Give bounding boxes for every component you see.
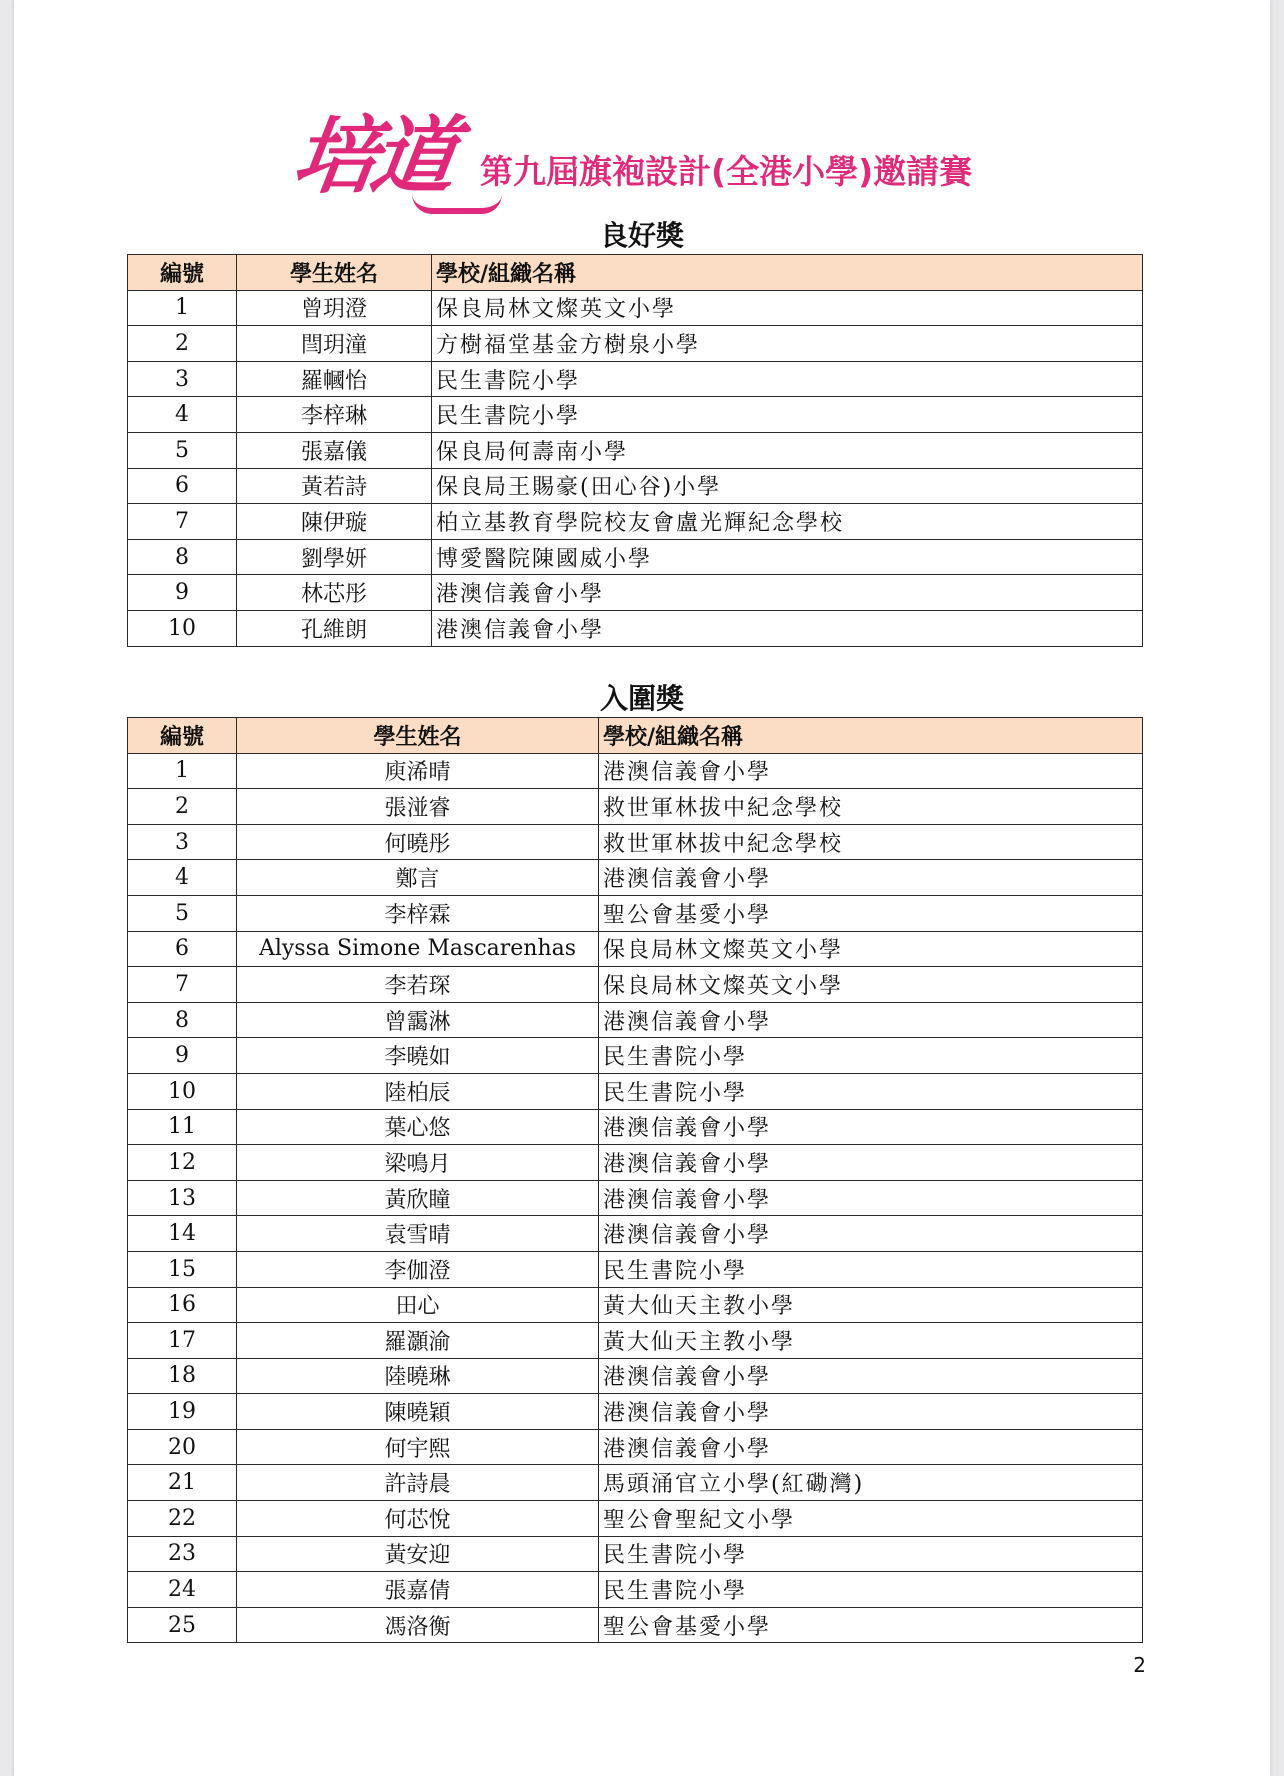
- row-number: 7: [128, 967, 237, 1003]
- school-name: 民生書院小學: [599, 1572, 1143, 1608]
- school-name: 港澳信義會小學: [432, 610, 1143, 646]
- table-row: [128, 1323, 1143, 1359]
- row-number: 10: [128, 610, 237, 646]
- school-name: 柏立基教育學院校友會盧光輝紀念學校: [432, 504, 1143, 540]
- student-name: 許詩晨: [237, 1465, 599, 1501]
- student-name: 曾玥澄: [237, 290, 432, 326]
- student-name: 庾浠晴: [237, 753, 599, 789]
- school-name: 港澳信義會小學: [599, 753, 1143, 789]
- school-name: 民生書院小學: [599, 1073, 1143, 1109]
- school-name: 港澳信義會小學: [599, 860, 1143, 896]
- row-number: 2: [128, 326, 237, 362]
- row-number: 23: [128, 1536, 237, 1572]
- student-name: Alyssa Simone Mascarenhas: [237, 931, 599, 967]
- row-number: 11: [128, 1109, 237, 1145]
- school-name: 港澳信義會小學: [599, 1109, 1143, 1145]
- document-page: [14, 0, 1270, 1776]
- school-name: 博愛醫院陳國威小學: [432, 539, 1143, 575]
- row-number: 14: [128, 1216, 237, 1252]
- table-row: [128, 1251, 1143, 1287]
- school-name: 港澳信義會小學: [599, 1216, 1143, 1252]
- row-number: 1: [128, 753, 237, 789]
- table-row: [128, 1109, 1143, 1145]
- student-name: 羅幗怡: [237, 361, 432, 397]
- row-number: 6: [128, 468, 237, 504]
- school-name: 港澳信義會小學: [432, 575, 1143, 611]
- table-row: [128, 575, 1143, 611]
- student-name: 李梓琳: [237, 397, 432, 433]
- school-name: 港澳信義會小學: [599, 1180, 1143, 1216]
- column-header-school: 學校/組織名稱: [599, 718, 1143, 754]
- student-name: 張嘉倩: [237, 1572, 599, 1608]
- row-number: 25: [128, 1607, 237, 1643]
- school-name: 保良局林文燦英文小學: [432, 290, 1143, 326]
- row-number: 3: [128, 824, 237, 860]
- student-name: 孔維朗: [237, 610, 432, 646]
- school-name: 救世軍林拔中紀念學校: [599, 789, 1143, 825]
- table-row: [128, 1002, 1143, 1038]
- column-header-student-name: 學生姓名: [237, 255, 432, 291]
- student-name: 張湴睿: [237, 789, 599, 825]
- student-name: 羅灝渝: [237, 1323, 599, 1359]
- table-row: [128, 539, 1143, 575]
- school-name: 聖公會基愛小學: [599, 895, 1143, 931]
- school-name: 保良局林文燦英文小學: [599, 931, 1143, 967]
- table-row: [128, 860, 1143, 896]
- school-name: 黃大仙天主教小學: [599, 1287, 1143, 1323]
- table-row: [128, 1145, 1143, 1181]
- school-name: 聖公會聖紀文小學: [599, 1501, 1143, 1537]
- row-number: 2: [128, 789, 237, 825]
- row-number: 4: [128, 397, 237, 433]
- table-row: [128, 789, 1143, 825]
- school-name: 保良局王賜豪(田心谷)小學: [432, 468, 1143, 504]
- column-header-school: 學校/組織名稱: [432, 255, 1143, 291]
- school-name: 港澳信義會小學: [599, 1394, 1143, 1430]
- row-number: 10: [128, 1073, 237, 1109]
- row-number: 4: [128, 860, 237, 896]
- school-name: 民生書院小學: [432, 361, 1143, 397]
- school-name: 港澳信義會小學: [599, 1145, 1143, 1181]
- row-number: 24: [128, 1572, 237, 1608]
- school-name: 方樹福堂基金方樹泉小學: [432, 326, 1143, 362]
- row-number: 20: [128, 1429, 237, 1465]
- student-name: 田心: [237, 1287, 599, 1323]
- row-number: 13: [128, 1180, 237, 1216]
- table-row: [128, 1429, 1143, 1465]
- school-name: 民生書院小學: [599, 1038, 1143, 1074]
- school-name: 聖公會基愛小學: [599, 1607, 1143, 1643]
- table-row: [128, 504, 1143, 540]
- table-row: [128, 610, 1143, 646]
- table-row: [128, 326, 1143, 362]
- table-row: [128, 895, 1143, 931]
- table-header-row: [128, 718, 1143, 754]
- school-name: 保良局林文燦英文小學: [599, 967, 1143, 1003]
- row-number: 16: [128, 1287, 237, 1323]
- row-number: 5: [128, 432, 237, 468]
- student-name: 陸曉琳: [237, 1358, 599, 1394]
- student-name: 何芯悅: [237, 1501, 599, 1537]
- logo-swoosh: [412, 194, 502, 214]
- student-name: 陸柏辰: [237, 1073, 599, 1109]
- school-name: 黃大仙天主教小學: [599, 1323, 1143, 1359]
- student-name: 何宇熙: [237, 1429, 599, 1465]
- column-header-number: 編號: [128, 718, 237, 754]
- table-row: [128, 967, 1143, 1003]
- header: [287, 106, 1014, 218]
- student-name: 劉學妍: [237, 539, 432, 575]
- student-name: 陳曉穎: [237, 1394, 599, 1430]
- table-row: [128, 1180, 1143, 1216]
- row-number: 18: [128, 1358, 237, 1394]
- page-number: 2: [1133, 1653, 1146, 1677]
- school-name: 民生書院小學: [599, 1251, 1143, 1287]
- table-row: [128, 1038, 1143, 1074]
- row-number: 19: [128, 1394, 237, 1430]
- student-name: 葉心悠: [237, 1109, 599, 1145]
- table-row: [128, 1536, 1143, 1572]
- school-name: 港澳信義會小學: [599, 1429, 1143, 1465]
- student-name: 何曉彤: [237, 824, 599, 860]
- school-name: 馬頭涌官立小學(紅磡灣): [599, 1465, 1143, 1501]
- table-row: [128, 361, 1143, 397]
- row-number: 17: [128, 1323, 237, 1359]
- student-name: 陳伊璇: [237, 504, 432, 540]
- school-name: 港澳信義會小學: [599, 1358, 1143, 1394]
- finalist-award-title: 入圍獎: [599, 682, 684, 715]
- school-name: 救世軍林拔中紀念學校: [599, 824, 1143, 860]
- student-name: 黃若詩: [237, 468, 432, 504]
- school-logo: 培道: [287, 106, 458, 205]
- row-number: 22: [128, 1501, 237, 1537]
- row-number: 7: [128, 504, 237, 540]
- row-number: 3: [128, 361, 237, 397]
- school-name: 民生書院小學: [432, 397, 1143, 433]
- student-name: 馮洛衡: [237, 1607, 599, 1643]
- student-name: 曾靄淋: [237, 1002, 599, 1038]
- row-number: 15: [128, 1251, 237, 1287]
- row-number: 8: [128, 539, 237, 575]
- student-name: 梁鳴月: [237, 1145, 599, 1181]
- student-name: 林芯彤: [237, 575, 432, 611]
- table-row: [128, 290, 1143, 326]
- student-name: 鄭言: [237, 860, 599, 896]
- row-number: 21: [128, 1465, 237, 1501]
- table-row: [128, 1501, 1143, 1537]
- column-header-student-name: 學生姓名: [237, 718, 599, 754]
- student-name: 黃欣瞳: [237, 1180, 599, 1216]
- table-row: [128, 931, 1143, 967]
- table-row: [128, 824, 1143, 860]
- student-name: 黃安迎: [237, 1536, 599, 1572]
- student-name: 李伽澄: [237, 1251, 599, 1287]
- student-name: 李若琛: [237, 967, 599, 1003]
- table-row: [128, 1216, 1143, 1252]
- student-name: 閆玥潼: [237, 326, 432, 362]
- school-name: 保良局何壽南小學: [432, 432, 1143, 468]
- good-award-title: 良好獎: [599, 219, 684, 252]
- student-name: 李曉如: [237, 1038, 599, 1074]
- table-row: [128, 1465, 1143, 1501]
- table-row: [128, 753, 1143, 789]
- row-number: 6: [128, 931, 237, 967]
- student-name: 袁雪晴: [237, 1216, 599, 1252]
- table-row: [128, 1073, 1143, 1109]
- competition-title: 第九屆旗袍設計(全港小學)邀請賽: [480, 152, 973, 191]
- row-number: 9: [128, 575, 237, 611]
- school-name: 民生書院小學: [599, 1536, 1143, 1572]
- table-row: [128, 1358, 1143, 1394]
- row-number: 12: [128, 1145, 237, 1181]
- row-number: 8: [128, 1002, 237, 1038]
- row-number: 9: [128, 1038, 237, 1074]
- school-name: 港澳信義會小學: [599, 1002, 1143, 1038]
- good-award-table: [127, 254, 1143, 647]
- row-number: 1: [128, 290, 237, 326]
- column-header-number: 編號: [128, 255, 237, 291]
- row-number: 5: [128, 895, 237, 931]
- table-row: [128, 397, 1143, 433]
- table-row: [128, 1607, 1143, 1643]
- table-header-row: [128, 255, 1143, 291]
- table-row: [128, 1572, 1143, 1608]
- table-row: [128, 1287, 1143, 1323]
- table-row: [128, 468, 1143, 504]
- table-row: [128, 1394, 1143, 1430]
- table-row: [128, 432, 1143, 468]
- finalist-award-table: [127, 717, 1143, 1643]
- student-name: 李梓霖: [237, 895, 599, 931]
- student-name: 張嘉儀: [237, 432, 432, 468]
